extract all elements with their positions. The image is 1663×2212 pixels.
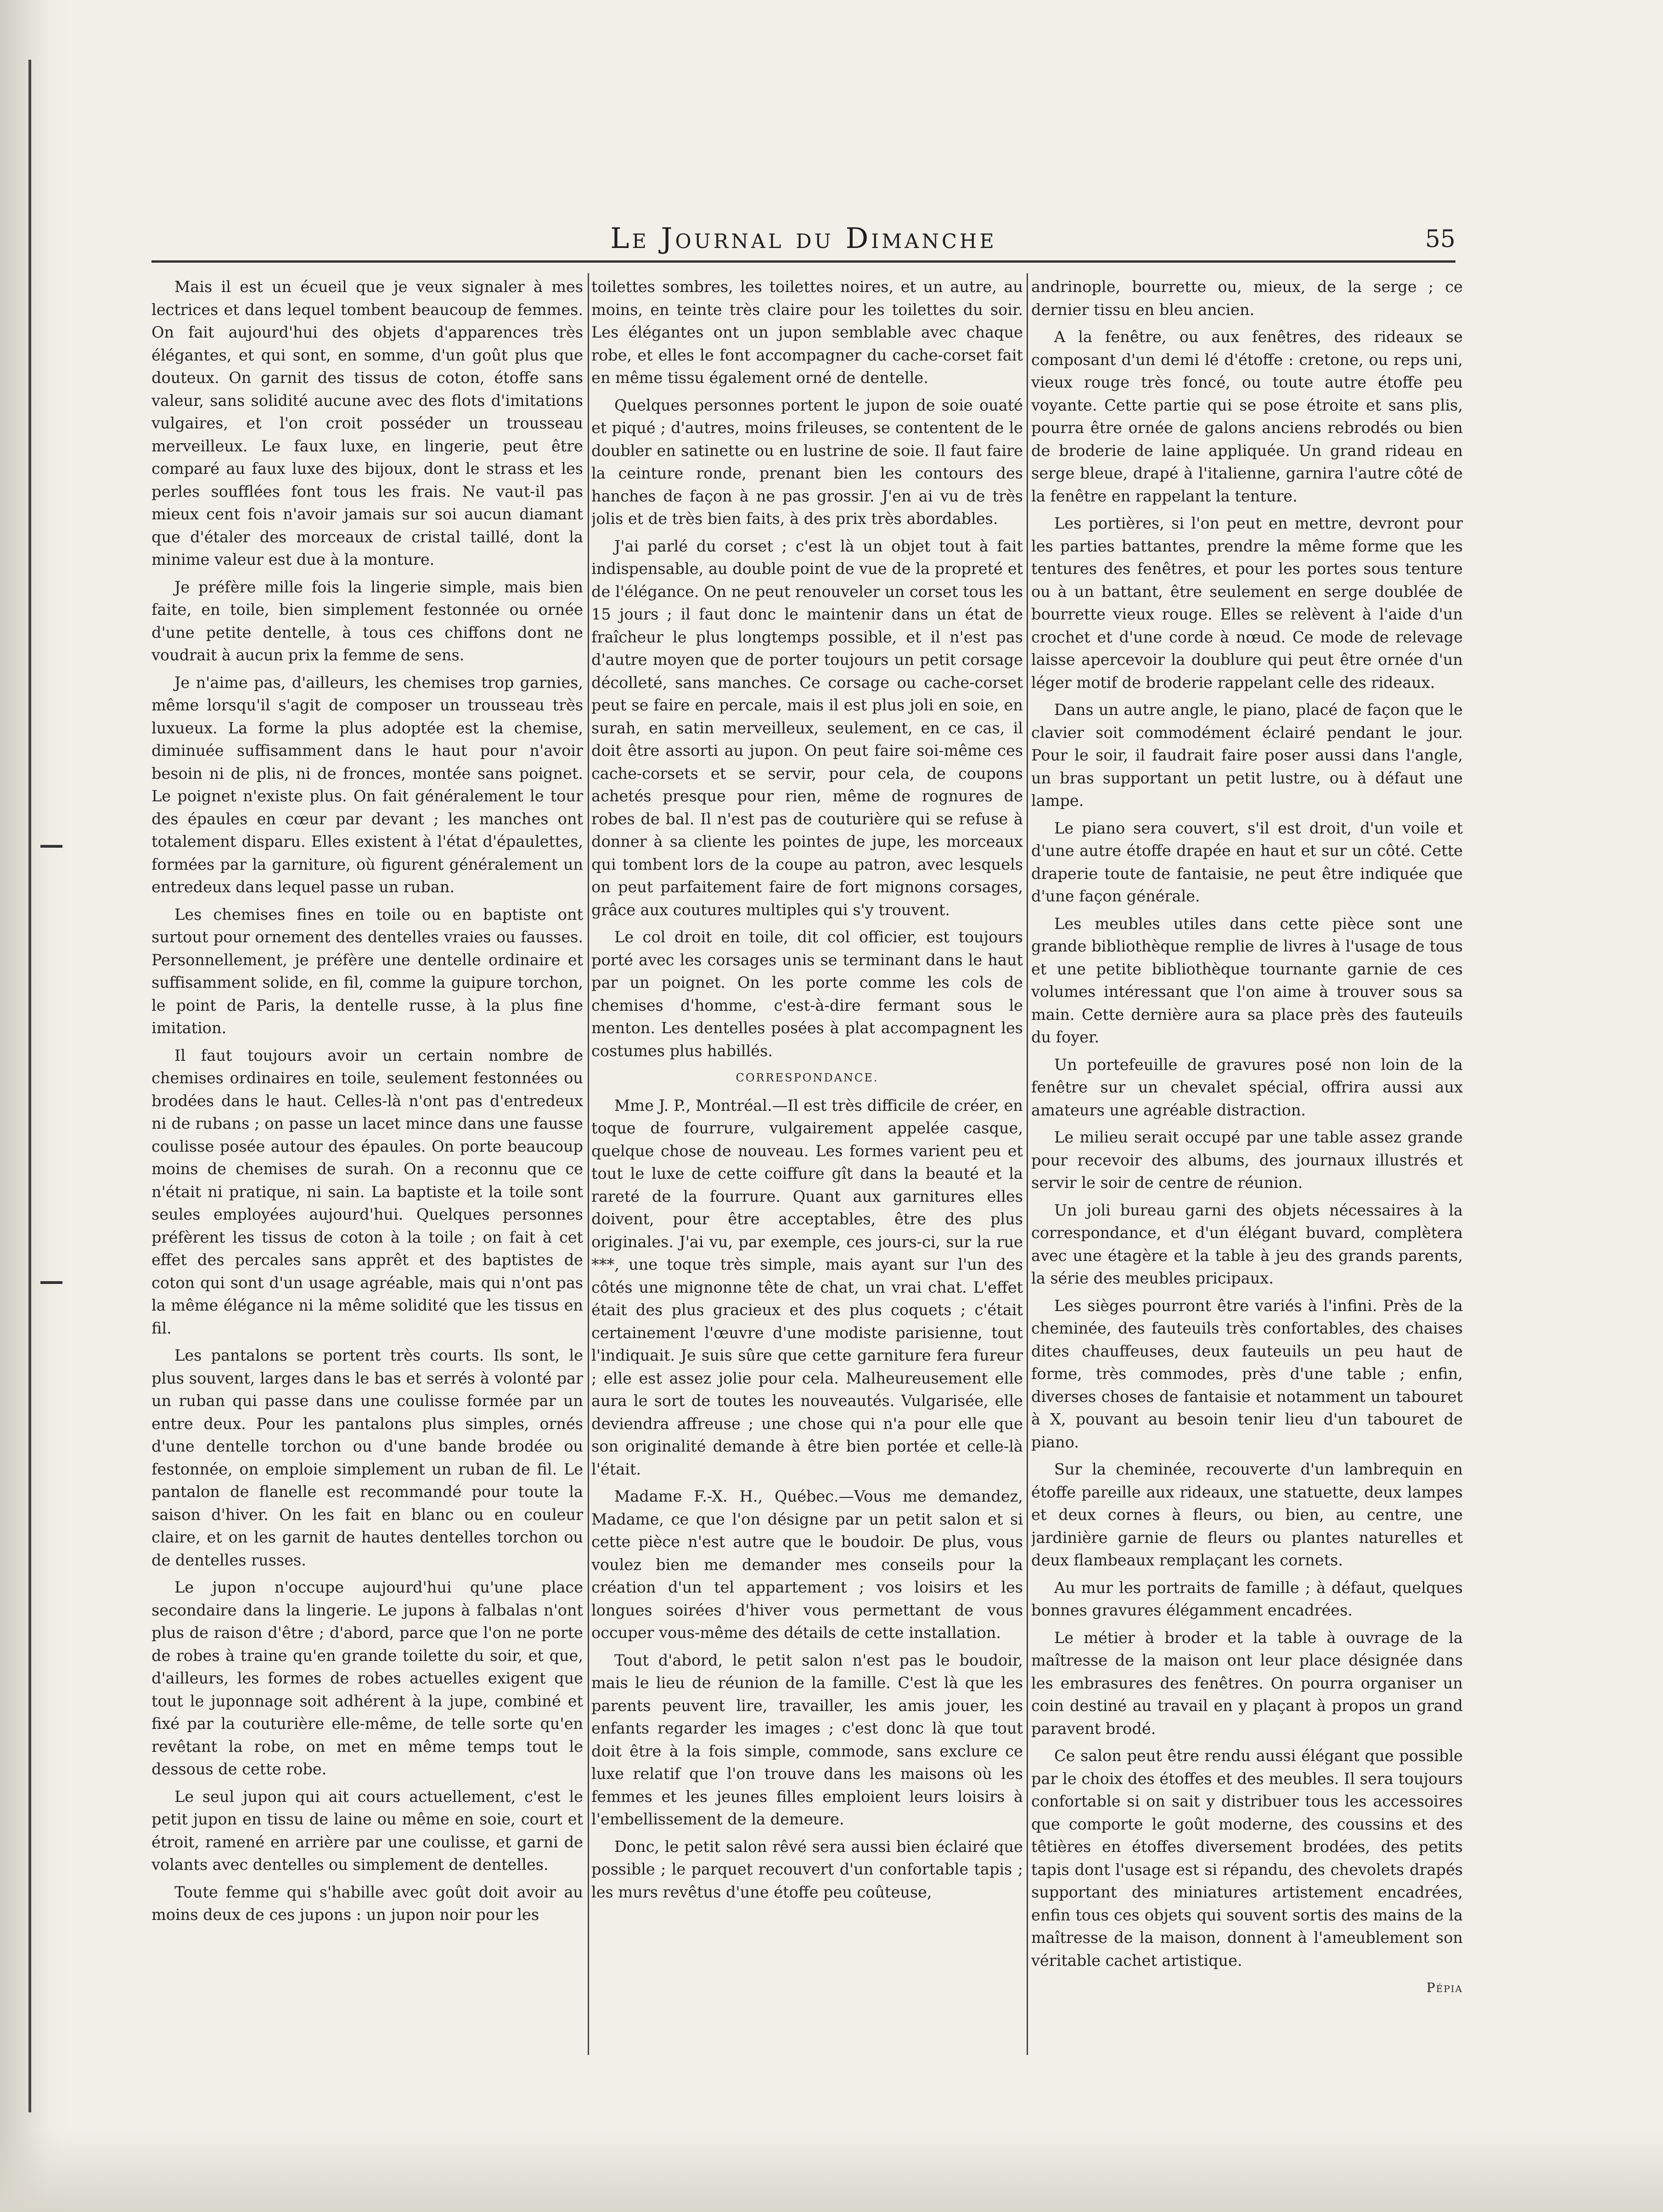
paragraph: Le piano sera couvert, s'il est droit, d'un voile et d'une autre étoffe drapée en haut et sur un côté. Cette draperie toute de fantaisie, ne peut être indiquée que d'une façon générale.: [1031, 819, 1463, 905]
paragraph: J'ai parlé du corset ; c'est là un objet tout à fait indispensable, au double point de vue de la propreté et de l'élégance. On ne peut renouveler un corset tous les 15 jours ; il faut donc le maintenir dans un état de fraîcheur le plus longtemps possible, et il n'est pas d'autre moyen que de porter toujours un petit corsage décolleté, sans manches. Ce corsage ou cache-corset peut se faire en percale, mais il est plus joli en soie, en surah, en satin merveilleux, seulement, en ce cas, il doit être assorti au jupon. On peut faire soi-même ces cache-corsets et se servir, pour cela, de coupons achetés presque pour rien, même de rognures de robes de bal. Il n'est pas de couturière qui se refuse à donner à sa cliente les pointes de jupe, les morceaux qui tombent lors de la coupe au patron, avec lesquels on peut parfaitement faire de fort mignons corsages, grâce aux coutures multiples qui s'y trouvent.: [591, 537, 1023, 919]
margin-mark: [40, 845, 62, 848]
paragraph: Quelques personnes portent le jupon de soie ouaté et piqué ; d'autres, moins frileuses, se contentent de le doubler en satinette ou en lustrine de soie. Il faut faire la ceinture ronde, prenant bien les contours des hanches de façon à ne pas grossir. J'en ai vu de très jolis et de très bien faits, à des prix très abordables.: [591, 396, 1023, 528]
paragraph: Je n'aime pas, d'ailleurs, les chemises trop garnies, même lorsqu'il s'agit de composer un trousseau très luxueux. La forme la plus adoptée est la chemise, diminuée suffisamment dans le haut pour n'avoir besoin ni de plis, ni de fronces, montée sans poignet. Le poignet n'existe plus. On fait généralement le tour des épaules en cœur par devant ; les manches ont totalement disparu. Elles existent à l'état d'épaulettes, formées par la garniture, où figurent généralement un entredeux dans lequel passe un ruban.: [152, 673, 583, 896]
paragraph: Je préfère mille fois la lingerie simple, mais bien faite, en toile, bien simplement festonnée ou ornée d'une petite dentelle, à tous ces chiffons dont ne voudrait à aucun prix la femme de sens.: [152, 578, 583, 664]
paragraph: Le col droit en toile, dit col officier, est toujours porté avec les corsages unis se terminant dans le haut par un poignet. On les porte comme les cols de chemises d'homme, c'est-à-dire fermant sous le menton. Les dentelles posées à plat accompagnent les costumes plus habillés.: [591, 928, 1023, 1060]
paragraph: toilettes sombres, les toilettes noires, et un autre, au moins, en teinte très claire pour les toilettes du soir. Les élégantes ont un jupon semblable avec chaque robe, et elles le font accompagner du cache-corset fait en même tissu également orné de dentelle.: [591, 278, 1023, 387]
paragraph: Un portefeuille de gravures posé non loin de la fenêtre sur un chevalet spécial, offrira aussi aux amateurs une agréable distraction.: [1031, 1055, 1463, 1119]
paragraph: Dans un autre angle, le piano, placé de façon que le clavier soit commodément éclairé pendant le jour. Pour le soir, il faudrait faire poser aussi dans l'angle, un bras supportant un petit lustre, ou à défaut une lampe.: [1031, 701, 1463, 810]
paragraph: Il faut toujours avoir un certain nombre de chemises ordinaires en toile, seulement festonnées ou brodées dans le haut. Celles-là n'ont pas d'entredeux ni de rubans ; on passe un lacet mince dans une fausse coulisse posée autour des épaules. On porte beaucoup moins de chemises de surah. On a reconnu que ce n'était ni pratique, ni sain. La baptiste et la toile sont seules employées aujourd'hui. Quelques personnes préfèrent les tissus de coton à la toile ; on fait à cet effet des percales sans apprêt et des baptistes de coton qui sont d'un usage agréable, mais qui n'ont pas la même élégance ni la même solidité que les tissus en fil.: [152, 1046, 583, 1337]
correspondence-paragraph: Tout d'abord, le petit salon n'est pas le boudoir, mais le lieu de réunion de la famille. C'est là que les parents peuvent lire, travailler, les amis jouer, les enfants regarder les images ; c'est donc là que tout doit être à la fois simple, commode, sans exclure ce luxe relatif que l'on trouve dans les maisons où les femmes et les jeunes filles emploient leurs loisirs à l'embellissement de la demeure.: [591, 1651, 1023, 1828]
paragraph: Les meubles utiles dans cette pièce sont une grande bibliothèque remplie de livres à l'usage de tous et une petite bibliothèque tournante garnie de ces volumes intéressant que l'on aime à trouver sous sa main. Cette dernière aura sa place près des fauteuils du foyer.: [1031, 914, 1463, 1046]
page-bottom-smudge: [0, 2129, 1663, 2212]
paragraph: Le milieu serait occupé par une table assez grande pour recevoir des albums, des journaux illustrés et servir le soir de centre de réunion.: [1031, 1128, 1463, 1192]
paragraph: Les portières, si l'on peut en mettre, devront pour les parties battantes, prendre la même forme que les tentures des fenêtres, et pour les portes sous tenture ou à un battant, être seulement en serge doublée de bourrette vieux rouge. Elles se relèvent à l'aide d'un crochet et d'une corde à nœud. Ce mode de relevage laisse apercevoir la doublure qui peut être ornée d'un léger motif de broderie rappelant celle des rideaux.: [1031, 514, 1463, 692]
column-3: [1031, 276, 1463, 2053]
correspondence-paragraph: Mme J. P., Montréal.—Il est très difficile de créer, en toque de fourrure, vulgairement appelée casque, quelque chose de nouveau. Les formes varient peu et tout le luxe de cette coiffure gît dans la beauté et la rareté de la fourrure. Quant aux garnitures elles doivent, pour être acceptables, être des plus originales. J'ai vu, par exemple, ces jours-ci, sur la rue ***, une toque très simple, mais ayant sur l'un des côtés une mignonne tête de chat, un vrai chat. L'effet était des plus gracieux et des plus coquets ; c'était certainement l'œuvre d'une modiste parisienne, tout l'indiquait. Je suis sûre que cette garniture fera fureur ; elle est assez jolie pour cela. Malheureusement elle aura le sort de toutes les nouveautés. Vulgarisée, elle deviendra affreuse ; une chose qui n'a pour elle que son originalité demande à être bien portée et celle-là l'était.: [591, 1096, 1023, 1478]
author-signature: Pépia: [1426, 1980, 1463, 1995]
paragraph: Les sièges pourront être variés à l'infini. Près de la cheminée, des fauteuils très confortables, des chaises dites chauffeuses, deux fauteuils un peu haut de forme, très commodes, près d'une table ; enfin, diverses choses de fantaisie et notamment un tabouret à X, pouvant au besoin tenir lieu d'un tabouret de piano.: [1031, 1296, 1463, 1451]
paragraph: Ce salon peut être rendu aussi élégant que possible par le choix des étoffes et des meubles. Il sera toujours confortable si on sait y distribuer tous les accessoires que comporte le goût moderne, des coussins et des têtières en étoffes diversement brodées, des petits tapis dont l'usage est si répandu, des chevolets drapés supportant des miniatures artistement encadrées, enfin tous ces objets qui souvent sortis des mains de la maîtresse de la maison, donnent à l'ameublement son véritable cachet artistique.: [1031, 1747, 1463, 1970]
paragraph: A la fenêtre, ou aux fenêtres, des rideaux se composant d'un demi lé d'étoffe : cretone, ou reps uni, vieux rouge très foncé, ou toute autre étoffe peu voyante. Cette partie qui se pose étroite et sans plis, pourra être ornée de galons anciens rebrodés ou bien de broderie de laine appliquée. Un grand rideau en serge bleue, drapé à l'italienne, garnira l'autre côté de la fenêtre en rappelant la tenture.: [1031, 328, 1463, 505]
paragraph: Toute femme qui s'habille avec goût doit avoir au moins deux de ces jupons : un jupon noir pour les: [152, 1883, 583, 1924]
header-rule: [152, 260, 1455, 263]
binding-rule: [28, 60, 31, 2112]
correspondence-paragraph: Madame F.-X. H., Québec.—Vous me demandez, Madame, ce que l'on désigne par un petit salon et si cette pièce n'est autre que le boudoir. De plus, vous voulez bien me demander mes conseils pour la création d'un tel appartement ; vos loisirs et les longues soirées d'hiver vous permettant de vous occuper vous-même des détails de cette installation.: [591, 1487, 1023, 1642]
paragraph: Un joli bureau garni des objets nécessaires à la correspondance, et d'un élégant buvard, complètera avec une étagère et la table à jeu des grands parents, la série des meubles pricipaux.: [1031, 1201, 1463, 1287]
column-1: [152, 276, 583, 2053]
masthead: [152, 223, 1455, 255]
paragraph: Mais il est un écueil que je veux signaler à mes lectrices et dans lequel tombent beaucoup de femmes. On fait aujourd'hui des objets d'apparences très élégantes, et qui sont, en somme, d'un goût plus que douteux. On garnit des tissus de coton, étoffe sans valeur, sans solidité aucune avec des flots d'imitations vulgaires, et l'on croit posséder un trousseau merveilleux. Le faux luxe, en lingerie, peut être comparé au faux luxe des bijoux, dont le strass et les perles soufflées font tous les frais. Ne vaut-il pas mieux cent fois n'avoir jamais sur soi aucun diamant que d'étaler des morceaux de cristal taillé, dont la minime valeur est due à la monture.: [152, 278, 583, 568]
paragraph: Le seul jupon qui ait cours actuellement, c'est le petit jupon en tissu de laine ou même en soie, court et étroit, ramené en arrière par une coulisse, et garni de volants avec dentelles ou simplement de dentelles.: [152, 1787, 583, 1874]
paragraph: Les pantalons se portent très courts. Ils sont, le plus souvent, larges dans le bas et serrés à volonté par un ruban qui passe dans une coulisse formée par un entre deux. Pour les pantalons plus simples, ornés d'une dentelle torchon ou d'une bande brodée ou festonnée, on emploie simplement un ruban de fil. Le pantalon de flanelle est recommandé pour toute la saison d'hiver. On les fait en blanc ou en couleur claire, et on les garnit de hautes dentelles torchon ou de dentelles russes.: [152, 1346, 583, 1569]
section-title: CORRESPONDANCE.: [736, 1071, 879, 1084]
paragraph: Le jupon n'occupe aujourd'hui qu'une place secondaire dans la lingerie. Le jupons à falbalas n'ont plus de raison d'être ; d'abord, parce que l'on ne porte de robes à traine qu'en grande toilette du soir, et que, d'ailleurs, les formes de robes actuelles exigent que tout le juponnage soit adhérent à la jupe, combiné et fixé par la couturière elle-même, de telle sorte qu'en revêtant la robe, on met en même temps tout le dessous de cette robe.: [152, 1578, 583, 1778]
paragraph: Les chemises fines en toile ou en baptiste ont surtout pour ornement des dentelles vraies ou fausses. Personnellement, je préfère une dentelle ordinaire et suffisamment solide, en fil, comme la guipure torchon, le point de Paris, la dentelle russe, à la plus fine imitation.: [152, 905, 583, 1037]
correspondence-paragraph: Donc, le petit salon rêvé sera aussi bien éclairé que possible ; le parquet recouvert d'un confortable tapis ; les murs revêtus d'une étoffe peu coûteuse,: [591, 1837, 1023, 1901]
page-edge-shadow: [0, 0, 69, 2212]
page-number: 55: [1425, 225, 1455, 253]
column-divider: [588, 273, 589, 2055]
journal-title: Le Journal du Dimanche: [610, 221, 997, 255]
paragraph: Le métier à broder et la table à ouvrage de la maîtresse de la maison ont leur place désignée dans les embrasures des fenêtres. On pourra organiser un coin destiné au travail en y plaçant à propos un grand paravent brodé.: [1031, 1628, 1463, 1738]
paragraph: Sur la cheminée, recouverte d'un lambrequin en étoffe pareille aux rideaux, une statuette, deux lampes et deux cornes à fleurs, ou bien, au centre, une jardinière garnie de fleurs ou plantes naturelles et deux flambeaux remplaçant les cornets.: [1031, 1460, 1463, 1569]
paragraph: Au mur les portraits de famille ; à défaut, quelques bonnes gravures élégamment encadrées.: [1031, 1578, 1463, 1619]
column-2: [591, 276, 1023, 2053]
column-divider: [1027, 273, 1028, 2055]
paragraph: andrinople, bourrette ou, mieux, de la serge ; ce dernier tissu en bleu ancien.: [1031, 278, 1463, 319]
margin-mark: [40, 1281, 62, 1284]
